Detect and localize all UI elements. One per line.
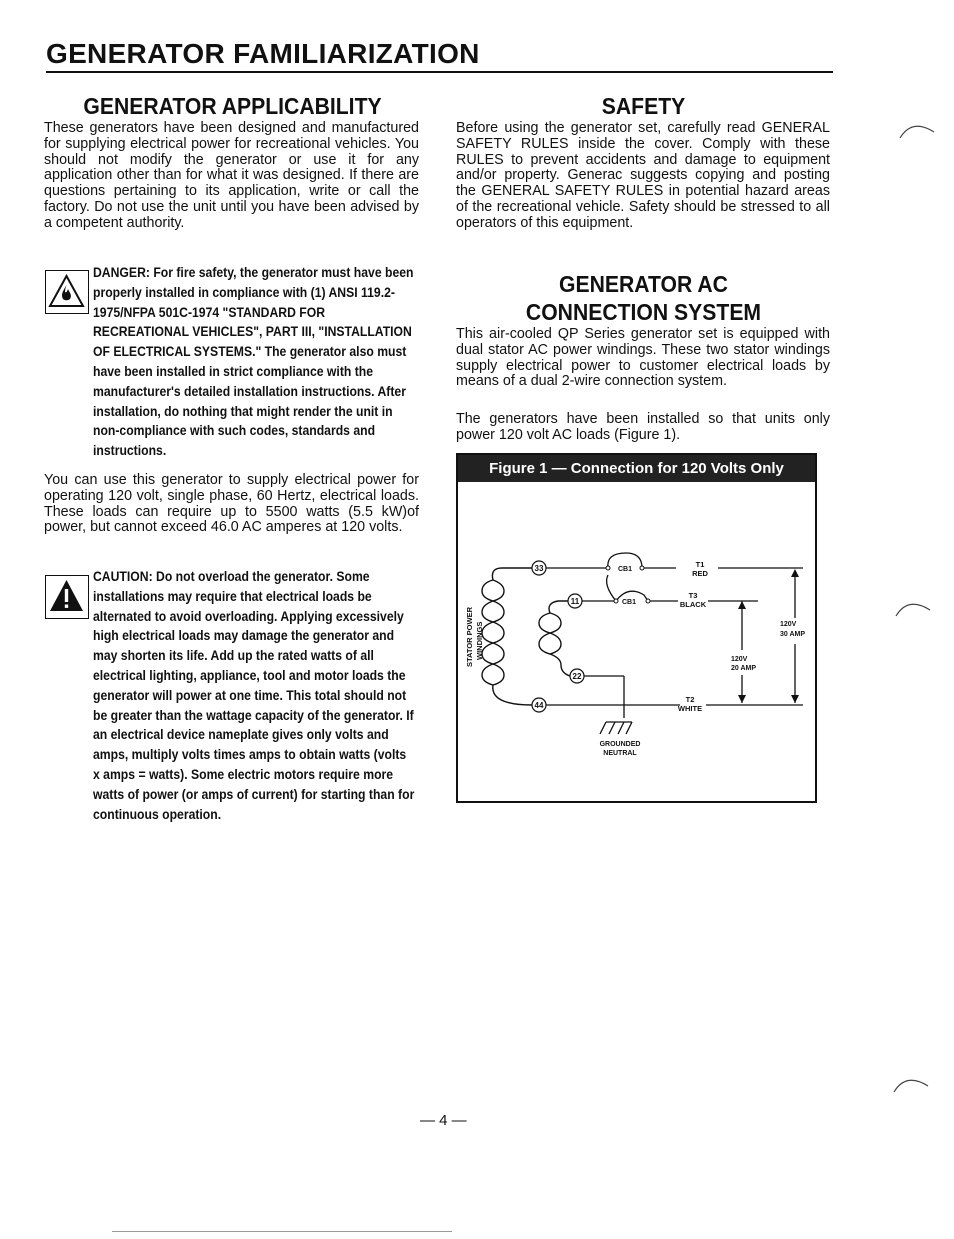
winding-label-2: WINDINGS xyxy=(475,621,484,660)
caution-warning-icon xyxy=(45,575,89,619)
t3-color: BLACK xyxy=(679,600,707,609)
wire-44-marker xyxy=(532,698,546,712)
svg-text:44: 44 xyxy=(534,701,544,710)
applicability-paragraph: These generators have been designed and manufactured for supplying electrical power for recreational vehicles. You should not modify the generator or use it for any application other than for what it was designed. If there are questions pertaining to its application, write or call the factory. Do not use the unit until you have been advised by a competent authority. xyxy=(44,120,419,231)
breaker-1-label: CB1 xyxy=(618,566,633,573)
caution-notice: CAUTION: Do not overload the generator. Some installations may require that electrical loads be alternated to avoid overloading. Applying excessively high electrical loads may damage the generator and may shorten its life. Add up the rated watts of all electrical lighting, appliance, tool and motor loads the generator will power at one time. This total should not be greater than the wattage capacity of the generator. If an electrical device nameplate gives only volts and amps, multiply volts times amps to obtain watts (volts x amps = watts). Some electric motors require more watts of power (or amps of current) for starting than for continuous operation. xyxy=(93,569,415,823)
t2-label: T2 xyxy=(685,695,695,704)
ground-label-1: GROUNDED xyxy=(599,741,641,748)
ground-label-2: NEUTRAL xyxy=(603,750,637,757)
t1-color: RED xyxy=(692,569,708,578)
winding-label-1: STATOR POWER xyxy=(465,607,474,667)
safety-heading: SAFETY xyxy=(601,93,686,119)
ac-heading-line2: CONNECTION SYSTEM xyxy=(525,299,762,325)
wire-11-marker xyxy=(568,594,582,608)
outer-stator-winding xyxy=(482,568,532,705)
t1-label: T1 xyxy=(695,560,705,569)
binder-hole-mark xyxy=(894,590,934,620)
safety-paragraph: Before using the generator set, carefully read GENERAL SAFETY RULES inside the cover. Comply with these RULES to prevent accidents and damage to equipment and/or property. Generac suggests copying and posting the GENERAL SAFETY RULES in potential hazard areas of the recreational vehicle. Safety should be stressed to all operators of this equipment. xyxy=(456,120,830,231)
danger-notice: DANGER: For fire safety, the generator must have been properly installed in compliance with (1) ANSI 119.2-1975/NFPA 501C-1974 "STANDARD FOR RECREATIONAL VEHICLES", PART III, "INSTALLATION OF ELECTRICAL SYSTEMS." The generator also must have been installed in strict compliance with the manufacturer's detailed installation instructions. After installation, do nothing that might render the unit in non-compliance with such codes, standards and instructions. xyxy=(93,265,414,460)
svg-text:33: 33 xyxy=(534,564,544,573)
ac-paragraph-2: The generators have been installed so that units only power 120 volt AC loads (Figure 1). xyxy=(456,411,830,443)
figure-caption: Figure 1 — Connection for 120 Volts Only xyxy=(458,455,815,482)
bottom-rule xyxy=(112,1231,452,1232)
applicability-heading: GENERATOR APPLICABILITY xyxy=(83,93,382,119)
title-rule xyxy=(46,71,833,73)
page-title: GENERATOR FAMILIARIZATION xyxy=(46,38,480,69)
binder-hole-mark xyxy=(892,1066,932,1096)
fire-warning-icon xyxy=(45,270,89,314)
wire-33-marker xyxy=(532,561,546,575)
power-paragraph: You can use this generator to supply electrical power for operating 120 volt, single phase, 60 Hertz, electrical loads. These loads can require up to 5500 watts (5.5 kW)of power, but cannot exceed 46.0 AC amperes at 120 volts. xyxy=(44,472,419,536)
ac-heading-line1: GENERATOR AC xyxy=(559,271,728,297)
t2-color: WHITE xyxy=(677,704,703,713)
load-30-volts: 120V xyxy=(780,621,797,628)
ac-paragraph-1: This air-cooled QP Series generator set is equipped with dual stator AC power windings. These two stator windings supply electrical power to customer electrical loads by means of a dual 2-wire connection system. xyxy=(456,326,830,390)
binder-hole-mark xyxy=(898,112,938,142)
load-20-volts: 120V xyxy=(731,656,748,663)
t3-label: T3 xyxy=(688,591,698,600)
breaker-2-label: CB1 xyxy=(622,599,637,606)
inner-stator-winding xyxy=(539,601,570,676)
connection-figure xyxy=(456,453,817,803)
load-30-amps: 30 AMP xyxy=(780,631,806,638)
page-number: — 4 — xyxy=(420,1112,467,1129)
svg-text:11: 11 xyxy=(570,597,580,606)
svg-text:22: 22 xyxy=(572,672,582,681)
wire-22-marker xyxy=(570,669,584,683)
load-20-amps: 20 AMP xyxy=(731,665,757,672)
